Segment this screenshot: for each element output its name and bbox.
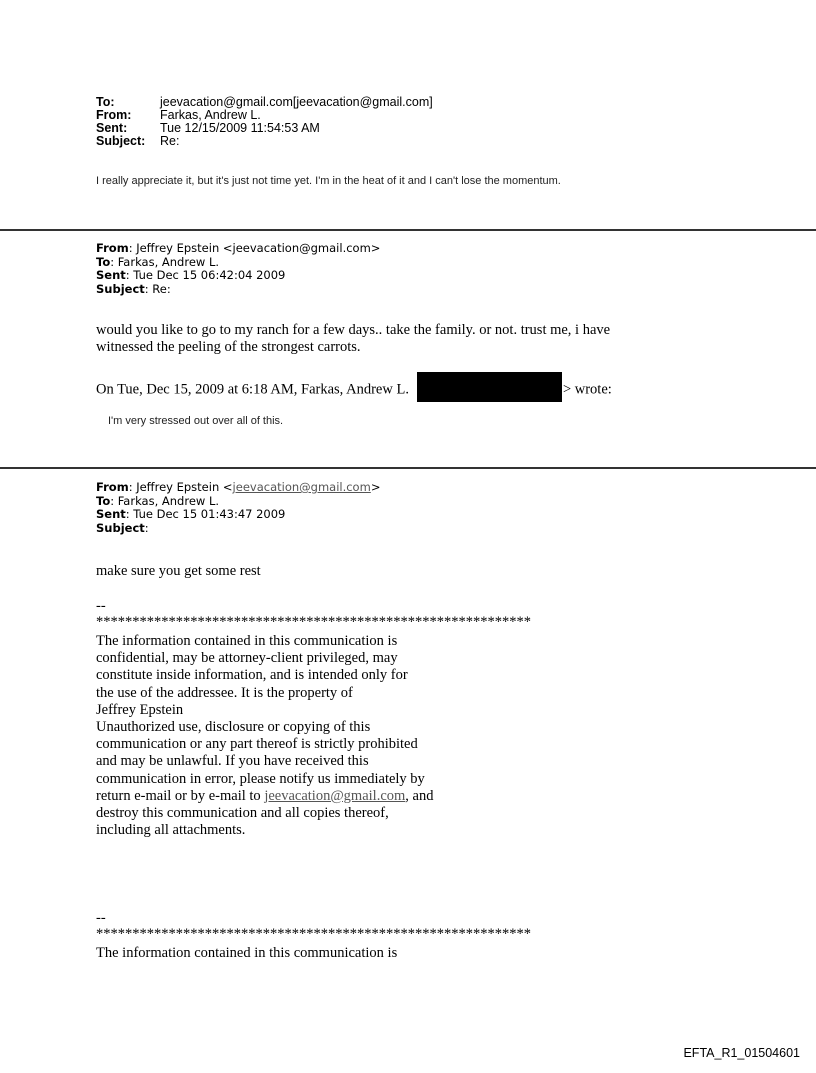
sent-label: Sent [96,507,126,521]
subject-label: Subject: [96,134,146,148]
subject-value: Re: [160,134,180,148]
sent-label: Sent: [96,121,128,135]
disclaimer-line: communication or any part thereof is strictly prohibited [96,736,418,753]
to-value: : Farkas, Andrew L. [110,493,220,508]
disclaimer-line: and may be unlawful. If you have received this [96,753,369,770]
disclaimer-text: , and [405,787,434,804]
from-label: From [96,480,129,494]
subject-label: Subject [96,281,145,296]
divider [0,467,816,469]
email2-body [96,322,610,356]
disclaimer-line: The information contained in this communication is [96,633,398,649]
quote-intro [96,375,612,405]
from-suffix: > [370,480,381,494]
disclaimer-line: communication in error, please notify us immediately by [96,770,425,787]
from-value: : Jeffrey Epstein <jeevacation@gmail.com> [128,241,381,255]
subject-label: Subject [96,520,145,535]
body-line: would you like to go to my ranch for a few days.. take the family. or not. trust me, i have [96,322,611,338]
disclaimer-text: return e-mail or by e-mail to [96,787,265,804]
quoted-text: I'm very stressed out over all of this. [108,415,284,427]
email3-body: make sure you get some rest [96,563,261,579]
from-value: Farkas, Andrew L. [160,108,261,122]
disclaimer-line: Unauthorized use, disclosure or copying of this [96,719,371,736]
to-value: jeevacation@gmail.com[jeevacation@gmail.com] [160,95,433,109]
redaction-box [417,372,562,402]
quote-intro-end: > wrote: [562,381,612,398]
email2-header [96,242,380,296]
disclaimer-line: including all attachments. [96,822,246,839]
quote-intro-text: On Tue, Dec 15, 2009 at 6:18 AM, Farkas, Andrew L. [96,381,409,398]
divider [0,229,816,231]
disclaimer-line: constitute inside information, and is intended only for [96,667,408,684]
subject-value: : Re: [144,281,171,296]
body-line: witnessed the peeling of the strongest carrots. [96,339,361,355]
subject-value: : [144,520,149,535]
to-label: To: [96,95,115,109]
disclaimer-line: destroy this communication and all copies thereof, [96,805,389,822]
document-id: EFTA_R1_01504601 [683,1046,800,1060]
disclaimer-line [96,788,516,805]
disclaimer-line: confidential, may be attorney-client privileged, may [96,650,398,667]
to-label: To [96,254,111,269]
disclaimer-line: the use of the addressee. It is the property of [96,684,353,701]
sig-stars: ************************************************************ [96,926,531,942]
from-prefix: : Jeffrey Epstein < [128,480,233,494]
sent-value: : Tue Dec 15 01:43:47 2009 [125,507,286,521]
from-email-link[interactable]: jeevacation@gmail.com [232,480,371,494]
to-label: To [96,493,111,508]
email-link[interactable]: jeevacation@gmail.com [264,787,406,804]
email1-header [96,96,433,148]
disclaimer-line: The information contained in this communication is [96,945,398,961]
from-label: From: [96,108,132,122]
sig-dashes: -- [96,598,106,614]
disclaimer [96,633,516,839]
to-value: : Farkas, Andrew L. [110,254,220,269]
sent-label: Sent [96,268,126,282]
sig-stars: ************************************************************ [96,614,531,630]
email3-header [96,481,380,535]
sent-value: Tue 12/15/2009 11:54:53 AM [160,121,320,135]
disclaimer-line: Jeffrey Epstein [96,701,184,718]
from-label: From [96,241,129,255]
sent-value: : Tue Dec 15 06:42:04 2009 [125,268,286,282]
email1-body: I really appreciate it, but it's just not time yet. I'm in the heat of it and I can't lose the momentum. [96,175,561,187]
sig-dashes: -- [96,910,106,926]
